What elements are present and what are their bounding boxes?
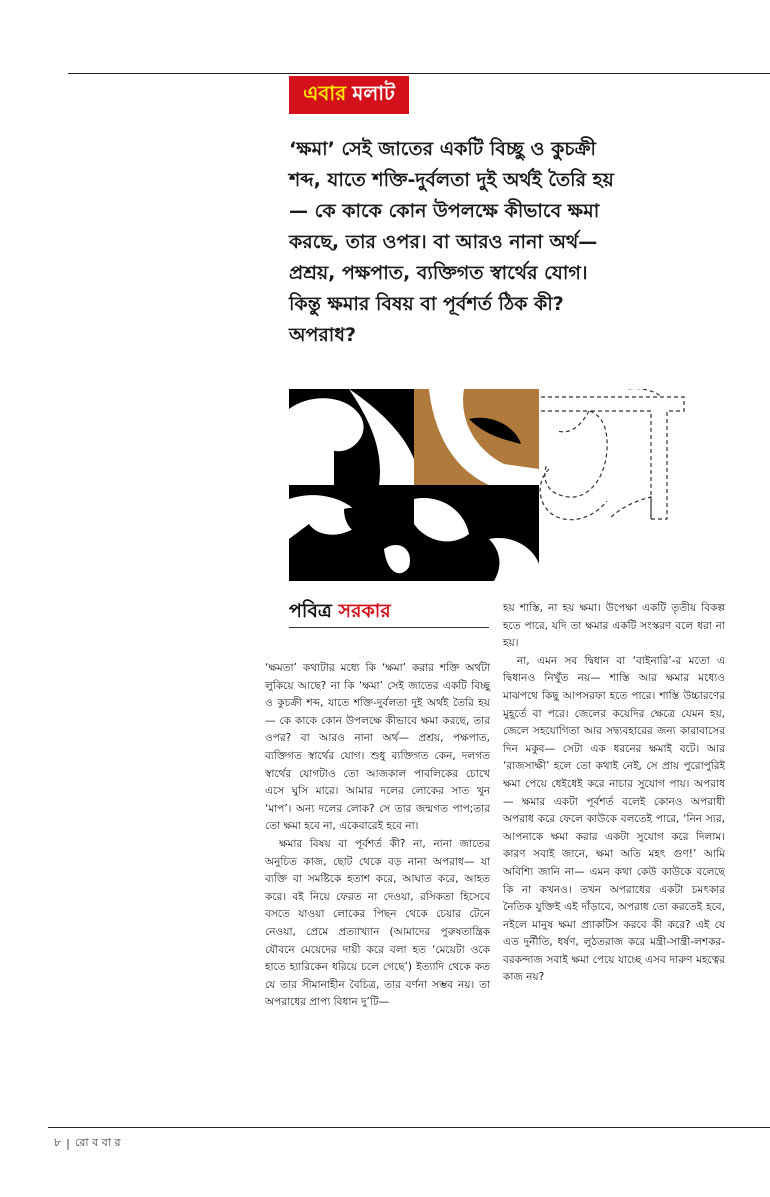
intro-blurb: ‘ক্ষমা’ সেই জাতের একটি বিচ্ছু ও কুচক্রী শব্দ, যাতে শক্তি-দুর্বলতা দুই অর্থই তৈরি হয়— কে কাকে কোন উপলক্ষে কীভাবে ক্ষমা করছে, তার ওপর। বা আরও নানা অর্থ— প্রশ্রয়, পক্ষপাত, ব্যক্তিগত স্বার্থের যোগ। কিন্তু ক্ষমার বিষয় বা পূর্বশর্ত ঠিক কী? অপরাধ?	[289, 138, 614, 346]
section-tag	[289, 76, 409, 114]
page-footer	[54, 1134, 121, 1153]
paragraph: ‘ক্ষমতা’ কথাটার মধ্যে কি ‘ক্ষমা’ করার শক্তি অর্থটা লুকিয়ে আছে? না কি ‘ক্ষমা’ সেই জাতের একটি বিচ্ছু ও কুচক্রী শব্দ, যাতে শক্তি-দুর্বলতা দুই অর্থই তৈরি হয়— কে কাকে কোন উপলক্ষে কীভাবে ক্ষমা করছে, তার ওপর? বা আরও নানা অর্থ— প্রশ্রয়, পক্ষপাত, ব্যক্তিগত স্বার্থের যোগ। শুধু ব্যক্তিগত কেন, দলগত স্বার্থের যোগটাও তো আজকাল পাবলিকের চোখে এসে ঘুসি মারে। আমার দলের লোকের সাত খুন ‘মাপ’। অন্য দলের লোক? সে তার জন্মগত পাপ;তার তো ক্ষমা হবে না, একেবারেই হবে না।	[265, 662, 490, 833]
author-last-name: সরকার	[338, 600, 391, 622]
page-number: ৮	[54, 1136, 62, 1149]
footer-separator: |	[66, 1137, 70, 1150]
author-first-name: পবিত্র	[289, 600, 332, 622]
paragraph: হয় শাস্তি, না হয় ক্ষমা। উপেক্ষা একটি তৃতীয় বিকল্প হতে পারে, যদি তা ক্ষমার একটি সংস্করণ বলে ধরা না হয়।	[503, 602, 725, 650]
kshama-letter-illustration	[289, 389, 689, 581]
article-column-left	[265, 660, 490, 1012]
paragraph: ক্ষমার বিষয় বা পূর্বশর্ত কী? না, নানা জাতের অনুচিত কাজ, ছোট থেকে বড় নানা অপরাধ— যা ব্যক্তি বা সমষ্টিকে হতাশ করে, আঘাত করে, আহত করে। বই নিয়ে ফেরত না দেওয়া, রসিকতা হিসেবে বসতে যাওয়া লোকের পিছন থেকে চেয়ার টেনে নেওয়া, প্রেমে প্রত্যাখ্যান (আমাদের পুরুষতান্ত্রিক যৌবনে মেয়েদের দায়ী করে বলা হত ‘মেয়েটা ওকে হাতে হ্যারিকেন ধরিয়ে চলে গেছে’) ইত্যাদি থেকে কত যে তার সীমানাহীন বৈচিত্র, তার বর্ণনা সম্ভব নয়। তা অপরাধের প্রাপ্য বিধান দু’টি—	[265, 837, 490, 1009]
top-rule	[68, 73, 770, 74]
paragraph: না, এমন সব দ্বিধান বা ‘বাইনারি’-র মতো এ দ্বিধানও নিখুঁত নয়— শাস্তি আর ক্ষমার মধ্যেও মাঝপথে কিছু আপসরফা হতে পারে। শাস্তি উচ্চারণের মুহূর্তে বা পরে। জেলের কয়েদির ক্ষেত্রে যেমন হয়, জেলে সহযোগিতা আর সদ্ব্যবহারের জন্য কারাবাসের দিন মকুব— সেটা এক ধরনের ক্ষমাই বটে। আর ‘রাজসাক্ষী’ হলে তো কথাই নেই, সে প্রায় পুরোপুরিই ক্ষমা পেয়ে ধেইধেই করে নাচার সুযোগ পায়। অপরাধ— ক্ষমার একটা পূর্বশর্ত বলেই কোনও অপরাধী অপরাধ করে ফেলে কাউকে বলতেই পারে, ‘নিন স্যর, আপনাকে ক্ষমা করার একটা সুযোগ করে দিলাম। কারণ সবাই জানে, ক্ষমা অতি মহৎ গুণ!’ আমি অবিশ্যি জানি না— এমন কথা কেউ কাউকে বলেছে কি না কখনও। তখন অপরাধের একটা চমৎকার নৈতিক যুক্তিই এই দাঁড়াবে, অপরাধ তো করতেই হবে, নইলে মানুষ ক্ষমা প্র্যাকটিস করবে কী করে? এই যে এত দুর্নীতি, ধর্ষণ, লুঠতরাজ করে মন্ত্রী-সান্ত্রী-লশকর-বরকন্দাজ সবাই ক্ষমা পেয়ে যাচ্ছে এসব দারুণ মহত্বের কাজ নয়?	[503, 654, 725, 984]
article-column-right	[503, 600, 725, 987]
byline-rule	[289, 627, 489, 628]
section-tag-word2: মলাট	[352, 80, 395, 105]
bottom-rule	[48, 1127, 770, 1128]
byline	[289, 597, 391, 629]
section-tag-word1: এবার	[303, 80, 347, 105]
magazine-name: রো ব বা র	[74, 1136, 121, 1149]
